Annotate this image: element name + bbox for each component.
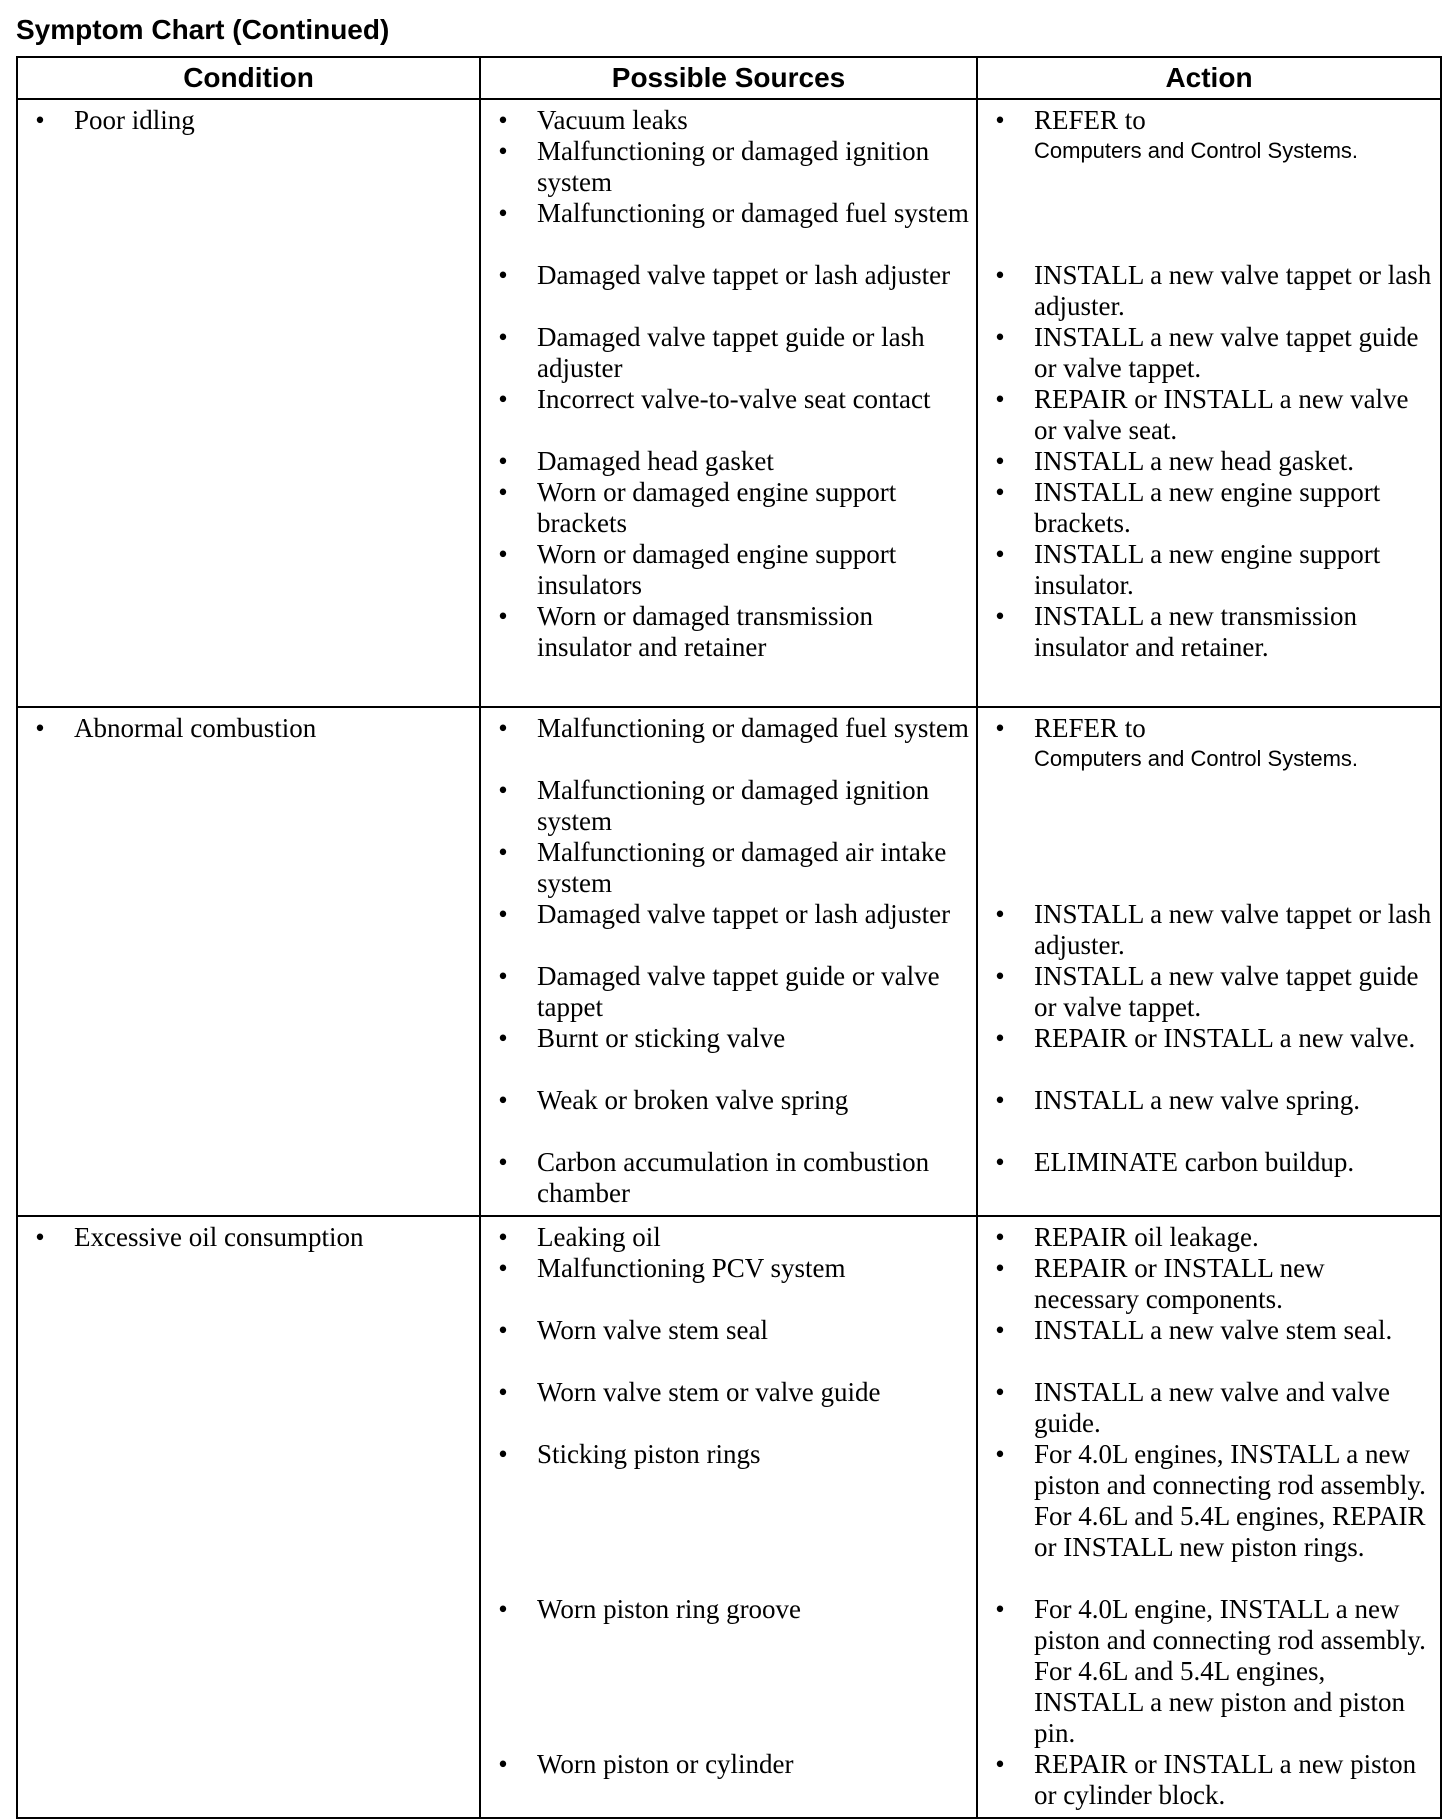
bullet-icon: • xyxy=(498,1085,508,1115)
bullet-icon: • xyxy=(995,1147,1005,1177)
bullet-icon: • xyxy=(995,1439,1005,1469)
source-item: • Malfunctioning or damaged ignition system xyxy=(481,775,976,837)
action-item: • INSTALL a new engine support brackets. xyxy=(978,477,1440,539)
bullet-icon: • xyxy=(995,260,1005,290)
bullet-icon: • xyxy=(498,539,508,569)
table-row xyxy=(17,99,1441,707)
action-item: • REPAIR or INSTALL a new piston or cylinder block. xyxy=(978,1749,1440,1811)
header-action: Action xyxy=(977,57,1441,99)
bullet-icon: • xyxy=(498,961,508,991)
bullet-icon: • xyxy=(995,1594,1005,1624)
bullet-icon: • xyxy=(498,1439,508,1469)
source-item: • Worn valve stem seal xyxy=(481,1315,976,1377)
bullet-icon: • xyxy=(498,775,508,805)
bullet-icon: • xyxy=(995,477,1005,507)
bullet-icon: • xyxy=(995,1377,1005,1407)
bullet-icon: • xyxy=(995,384,1005,414)
manual-section-reference: Computers and Control Systems. xyxy=(1034,746,1359,771)
bullet-icon: • xyxy=(995,539,1005,569)
action-item: • REPAIR oil leakage. xyxy=(978,1222,1440,1253)
bullet-icon: • xyxy=(498,1253,508,1283)
action-item: • REPAIR or INSTALL a new valve or valve seat. xyxy=(978,384,1440,446)
bullet-icon: • xyxy=(498,1377,508,1407)
action-item: • REFER to Computers and Control Systems. xyxy=(978,105,1440,260)
bullet-icon: • xyxy=(995,899,1005,929)
header-condition: Condition xyxy=(17,57,480,99)
sources-cell xyxy=(480,1216,977,1818)
source-item: • Worn or damaged engine support brackets xyxy=(481,477,976,539)
bullet-icon: • xyxy=(995,713,1005,743)
bullet-icon: • xyxy=(498,601,508,631)
source-item: • Malfunctioning or damaged fuel system xyxy=(481,198,976,260)
action-item: • INSTALL a new transmission insulator and retainer. xyxy=(978,601,1440,663)
symptom-chart-table xyxy=(16,56,1442,1819)
source-item: • Worn piston ring groove xyxy=(481,1594,976,1749)
bullet-icon: • xyxy=(498,446,508,476)
bullet-icon: • xyxy=(995,105,1005,135)
bullet-icon: • xyxy=(995,601,1005,631)
condition-cell xyxy=(17,707,480,1216)
bullet-icon: • xyxy=(498,322,508,352)
action-cell xyxy=(977,707,1441,1216)
action-item: • INSTALL a new head gasket. xyxy=(978,446,1440,477)
action-item: • REPAIR or INSTALL a new valve. xyxy=(978,1023,1440,1085)
bullet-icon: • xyxy=(498,477,508,507)
source-item: • Damaged valve tappet or lash adjuster xyxy=(481,899,976,961)
source-item: • Leaking oil xyxy=(481,1222,976,1253)
bullet-icon: • xyxy=(498,899,508,929)
table-row xyxy=(17,707,1441,1216)
bullet-icon: • xyxy=(498,105,508,135)
source-item: • Worn piston or cylinder xyxy=(481,1749,976,1811)
source-item: • Malfunctioning or damaged air intake system xyxy=(481,837,976,899)
bullet-icon: • xyxy=(995,1085,1005,1115)
bullet-icon: • xyxy=(498,384,508,414)
sources-cell xyxy=(480,707,977,1216)
source-item: • Sticking piston rings xyxy=(481,1439,976,1594)
action-item: • INSTALL a new valve tappet guide or valve tappet. xyxy=(978,322,1440,384)
bullet-icon: • xyxy=(35,713,45,743)
bullet-icon: • xyxy=(995,1749,1005,1779)
bullet-icon: • xyxy=(995,1253,1005,1283)
bullet-icon: • xyxy=(35,105,45,135)
source-item: • Malfunctioning or damaged fuel system xyxy=(481,713,976,775)
page-title: Symptom Chart (Continued) xyxy=(16,14,390,45)
bullet-icon: • xyxy=(498,713,508,743)
source-item: • Vacuum leaks xyxy=(481,105,976,136)
source-item: • Damaged valve tappet guide or lash adjuster xyxy=(481,322,976,384)
source-item: • Damaged valve tappet guide or valve tappet xyxy=(481,961,976,1023)
table-header-row xyxy=(17,57,1441,99)
action-item: • INSTALL a new valve stem seal. xyxy=(978,1315,1440,1377)
condition-cell xyxy=(17,1216,480,1818)
action-cell xyxy=(977,99,1441,707)
action-item: • INSTALL a new valve tappet or lash adjuster. xyxy=(978,260,1440,322)
condition-cell xyxy=(17,99,480,707)
action-cell xyxy=(977,1216,1441,1818)
source-item: • Worn or damaged engine support insulators xyxy=(481,539,976,601)
action-item: • INSTALL a new valve and valve guide. xyxy=(978,1377,1440,1439)
source-item: • Damaged valve tappet or lash adjuster xyxy=(481,260,976,322)
action-item: • REFER to Computers and Control Systems. xyxy=(978,713,1440,899)
bullet-icon: • xyxy=(498,1315,508,1345)
bullet-icon: • xyxy=(995,446,1005,476)
action-item: • REPAIR or INSTALL new necessary components. xyxy=(978,1253,1440,1315)
bullet-icon: • xyxy=(995,1222,1005,1252)
bullet-icon: • xyxy=(498,1594,508,1624)
source-item: • Malfunctioning PCV system xyxy=(481,1253,976,1315)
bullet-icon: • xyxy=(498,837,508,867)
source-item: • Worn or damaged transmission insulator and retainer xyxy=(481,601,976,694)
source-item: • Malfunctioning or damaged ignition system xyxy=(481,136,976,198)
source-item: • Incorrect valve-to-valve seat contact xyxy=(481,384,976,446)
action-item: • For 4.0L engines, INSTALL a new piston and connecting rod assembly. For 4.6L and 5.4L engines, REPAIR or INSTALL new piston rings. xyxy=(978,1439,1440,1594)
bullet-icon: • xyxy=(498,260,508,290)
bullet-icon: • xyxy=(498,1222,508,1252)
action-item: • INSTALL a new valve tappet guide or valve tappet. xyxy=(978,961,1440,1023)
source-item: • Damaged head gasket xyxy=(481,446,976,477)
bullet-icon: • xyxy=(498,136,508,166)
bullet-icon: • xyxy=(995,1023,1005,1053)
action-item: • INSTALL a new valve spring. xyxy=(978,1085,1440,1147)
manual-section-reference: Computers and Control Systems. xyxy=(1034,138,1359,163)
bullet-icon: • xyxy=(498,1023,508,1053)
source-item: • Worn valve stem or valve guide xyxy=(481,1377,976,1439)
condition-item: • Abnormal combustion xyxy=(18,713,479,744)
header-possible-sources: Possible Sources xyxy=(480,57,977,99)
bullet-icon: • xyxy=(498,1147,508,1177)
condition-item: • Poor idling xyxy=(18,105,479,136)
source-item: • Carbon accumulation in combustion chamber xyxy=(481,1147,976,1209)
source-item: • Weak or broken valve spring xyxy=(481,1085,976,1147)
action-item: • INSTALL a new engine support insulator. xyxy=(978,539,1440,601)
bullet-icon: • xyxy=(498,1749,508,1779)
action-item: • For 4.0L engine, INSTALL a new piston and connecting rod assembly. For 4.6L and 5.4L engines, INSTALL a new piston and piston pin. xyxy=(978,1594,1440,1749)
condition-item: • Excessive oil consumption xyxy=(18,1222,479,1253)
action-item: • ELIMINATE carbon buildup. xyxy=(978,1147,1440,1178)
bullet-icon: • xyxy=(995,322,1005,352)
bullet-icon: • xyxy=(995,961,1005,991)
bullet-icon: • xyxy=(35,1222,45,1252)
bullet-icon: • xyxy=(995,1315,1005,1345)
source-item: • Burnt or sticking valve xyxy=(481,1023,976,1085)
bullet-icon: • xyxy=(498,198,508,228)
action-item: • INSTALL a new valve tappet or lash adjuster. xyxy=(978,899,1440,961)
table-row xyxy=(17,1216,1441,1818)
sources-cell xyxy=(480,99,977,707)
